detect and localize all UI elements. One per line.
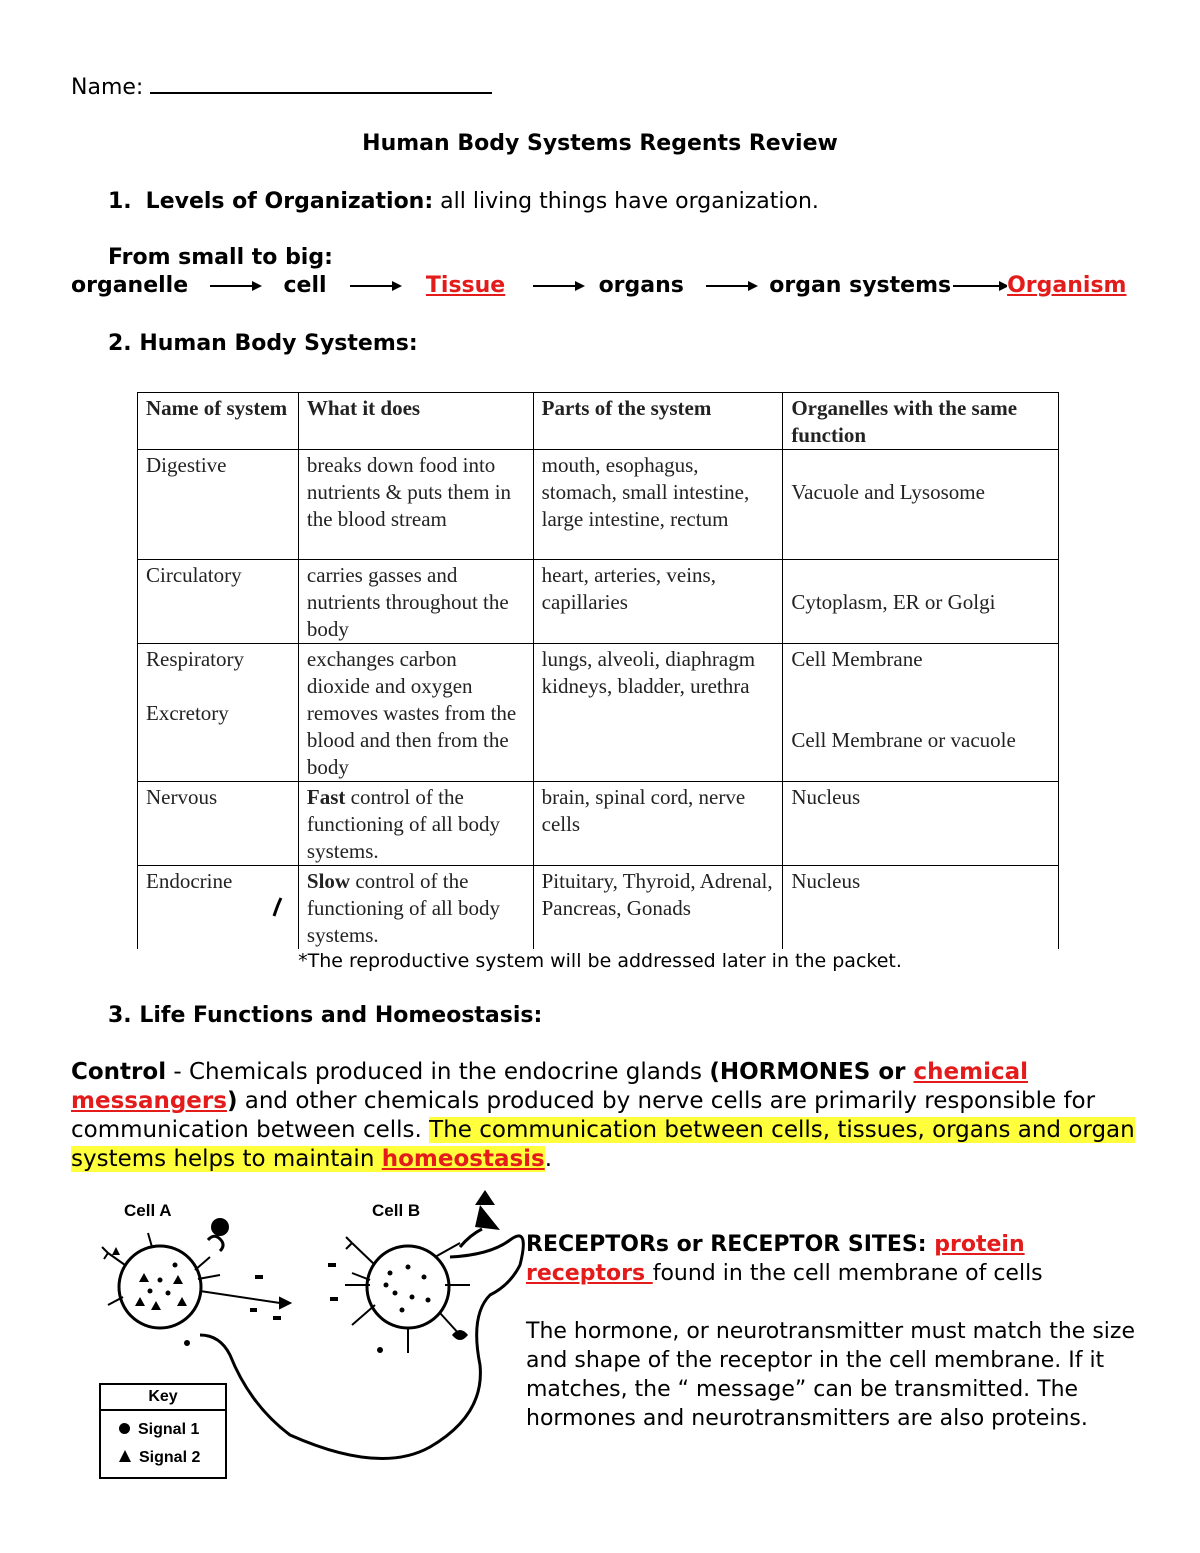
table-cell: [138, 866, 299, 950]
header-cell: Name of system: [138, 393, 299, 450]
table-cell: breaks down food into nutrients & puts them in the blood stream: [298, 450, 533, 560]
table-row: [138, 560, 1059, 644]
header-cell: Organelles with the same function: [783, 393, 1059, 450]
from-small-label: From small to big:: [108, 245, 333, 270]
key-signal-1-label: Signal 1: [138, 1421, 200, 1438]
arrow-icon: [951, 279, 1007, 293]
section1-text: all living things have organization.: [433, 189, 819, 214]
table-cell: Circulatory: [138, 560, 299, 644]
highlighted-text: The communication between cells, tissues, organs and organ systems helps to maintain: [71, 1117, 1135, 1172]
table-header-row: [138, 393, 1059, 450]
pen-mark-icon: [272, 896, 284, 918]
name-field: [71, 74, 492, 100]
receptors-label: RECEPTORs or RECEPTOR SITES:: [526, 1232, 935, 1257]
arrow-icon: [706, 279, 758, 293]
cell-line: exchanges carbon dioxide and oxygen: [306, 647, 473, 698]
diagram-key: [99, 1383, 227, 1479]
table-cell: Digestive: [138, 450, 299, 560]
section2-heading: 2. Human Body Systems:: [108, 331, 418, 356]
key-items: [101, 1411, 225, 1472]
table-cell: Nucleus: [783, 782, 1059, 866]
section1-number: 1.: [108, 189, 132, 214]
nerve-connection: [200, 1236, 523, 1459]
triangle-icon: [119, 1450, 131, 1462]
cell-b-circle: [367, 1246, 449, 1328]
table-cell: Nucleus: [783, 866, 1059, 950]
arrow-icon: [350, 279, 402, 293]
control-label: Control: [71, 1059, 167, 1085]
level-organelle: organelle: [71, 273, 189, 298]
table-cell: carries gasses and nutrients throughout the body: [298, 560, 533, 644]
systems-table: [137, 392, 1059, 949]
key-signal-2: [119, 1444, 225, 1472]
table-row: [138, 866, 1059, 950]
header-cell: Parts of the system: [533, 393, 783, 450]
cell-a-signals: [112, 1218, 281, 1346]
circle-icon: [119, 1423, 130, 1434]
cell-line: kidneys, bladder, urethra: [541, 674, 750, 698]
cell-b-contents: [384, 1265, 431, 1313]
receptors-paragraph: The hormone, or neurotransmitter must match the size and shape of the receptor in the cell membrane. If it matches, the “ message” can be transmitted. The hormones and neurotransmitters are also proteins.: [526, 1319, 1135, 1431]
cell-line: Cell Membrane: [791, 647, 923, 671]
table-cell: brain, spinal cord, nerve cells: [533, 782, 783, 866]
level-organ-systems: organ systems: [769, 273, 952, 298]
control-text-2: and other chemicals produced by nerve cells are primarily responsible for communication between cells.: [71, 1088, 1096, 1143]
cell-line: removes wastes from the blood and then from the body: [306, 701, 517, 779]
cell-line: Excretory: [146, 701, 229, 725]
level-cell: cell: [283, 273, 327, 298]
table-cell: [298, 866, 533, 950]
table-cell: mouth, esophagus, stomach, small intestine, large intestine, rectum: [533, 450, 783, 560]
cell-line: Cell Membrane or vacuole: [791, 728, 1016, 752]
table-cell: Vacuole and Lysosome: [783, 450, 1059, 560]
cell-a-contents: [135, 1263, 187, 1311]
arrow-icon: [210, 279, 262, 293]
arrow-icon: [533, 279, 585, 293]
table-cell: [533, 644, 783, 782]
cell-text: Endocrine: [146, 869, 233, 893]
table-row: [138, 450, 1059, 560]
level-tissue: Tissue: [425, 273, 506, 298]
table-cell: heart, arteries, veins, capillaries: [533, 560, 783, 644]
table-cell: [138, 644, 299, 782]
control-paragraph: [71, 1058, 1141, 1174]
cell-line: lungs, alveoli, diaphragm: [541, 647, 756, 671]
key-title: Key: [101, 1385, 225, 1411]
section1-heading: [108, 189, 819, 214]
table-cell: [298, 782, 533, 866]
bold-word: Slow: [306, 869, 351, 893]
receptors-text: found in the cell membrane of cells: [652, 1261, 1043, 1286]
table-cell: [298, 644, 533, 782]
cell-text: control of the functioning of all body systems.: [306, 785, 500, 863]
table-cell: Cytoplasm, ER or Golgi: [783, 560, 1059, 644]
period: .: [544, 1146, 553, 1172]
bold-word: Fast: [306, 785, 346, 809]
levels-chain: [71, 273, 1131, 298]
hormones-text: (HORMONES or: [709, 1059, 914, 1085]
homeostasis-word: homeostasis: [381, 1146, 545, 1172]
protein-receptors: protein receptors: [526, 1232, 1025, 1286]
table-cell: [783, 644, 1059, 782]
signal-2-shape: [460, 1190, 500, 1247]
table-row: [138, 644, 1059, 782]
section1-title: Levels of Organization:: [145, 189, 434, 214]
paren-close: ): [226, 1088, 238, 1114]
receptors-definition: [526, 1230, 1146, 1288]
cell-b-receptors: [345, 1237, 470, 1353]
level-organism: Organism: [1007, 273, 1127, 298]
key-signal-1: [119, 1416, 225, 1444]
table-row: [138, 782, 1059, 866]
header-cell: What it does: [298, 393, 533, 450]
level-organs: organs: [598, 273, 684, 298]
cell-line: Respiratory: [146, 647, 244, 671]
control-text: - Chemicals produced in the endocrine glands: [166, 1059, 710, 1085]
cell-text: control of the functioning of all body systems.: [306, 869, 500, 947]
name-underline: [150, 74, 492, 94]
page-title: Human Body Systems Regents Review: [362, 131, 838, 156]
receptors-section: [526, 1230, 1146, 1433]
cell-b-label: Cell B: [372, 1201, 421, 1220]
cell-a-circle: [119, 1246, 201, 1328]
table-cell: Nervous: [138, 782, 299, 866]
chemical-messangers: chemical messangers: [71, 1059, 1028, 1114]
key-signal-2-label: Signal 2: [139, 1449, 201, 1466]
cell-a-label: Cell A: [124, 1201, 172, 1220]
name-label: Name:: [71, 75, 144, 100]
table-footnote: *The reproductive system will be addressed later in the packet.: [298, 950, 902, 972]
table-cell: Pituitary, Thyroid, Adrenal, Pancreas, Gonads: [533, 866, 783, 950]
section3-heading: 3. Life Functions and Homeostasis:: [108, 1003, 543, 1028]
